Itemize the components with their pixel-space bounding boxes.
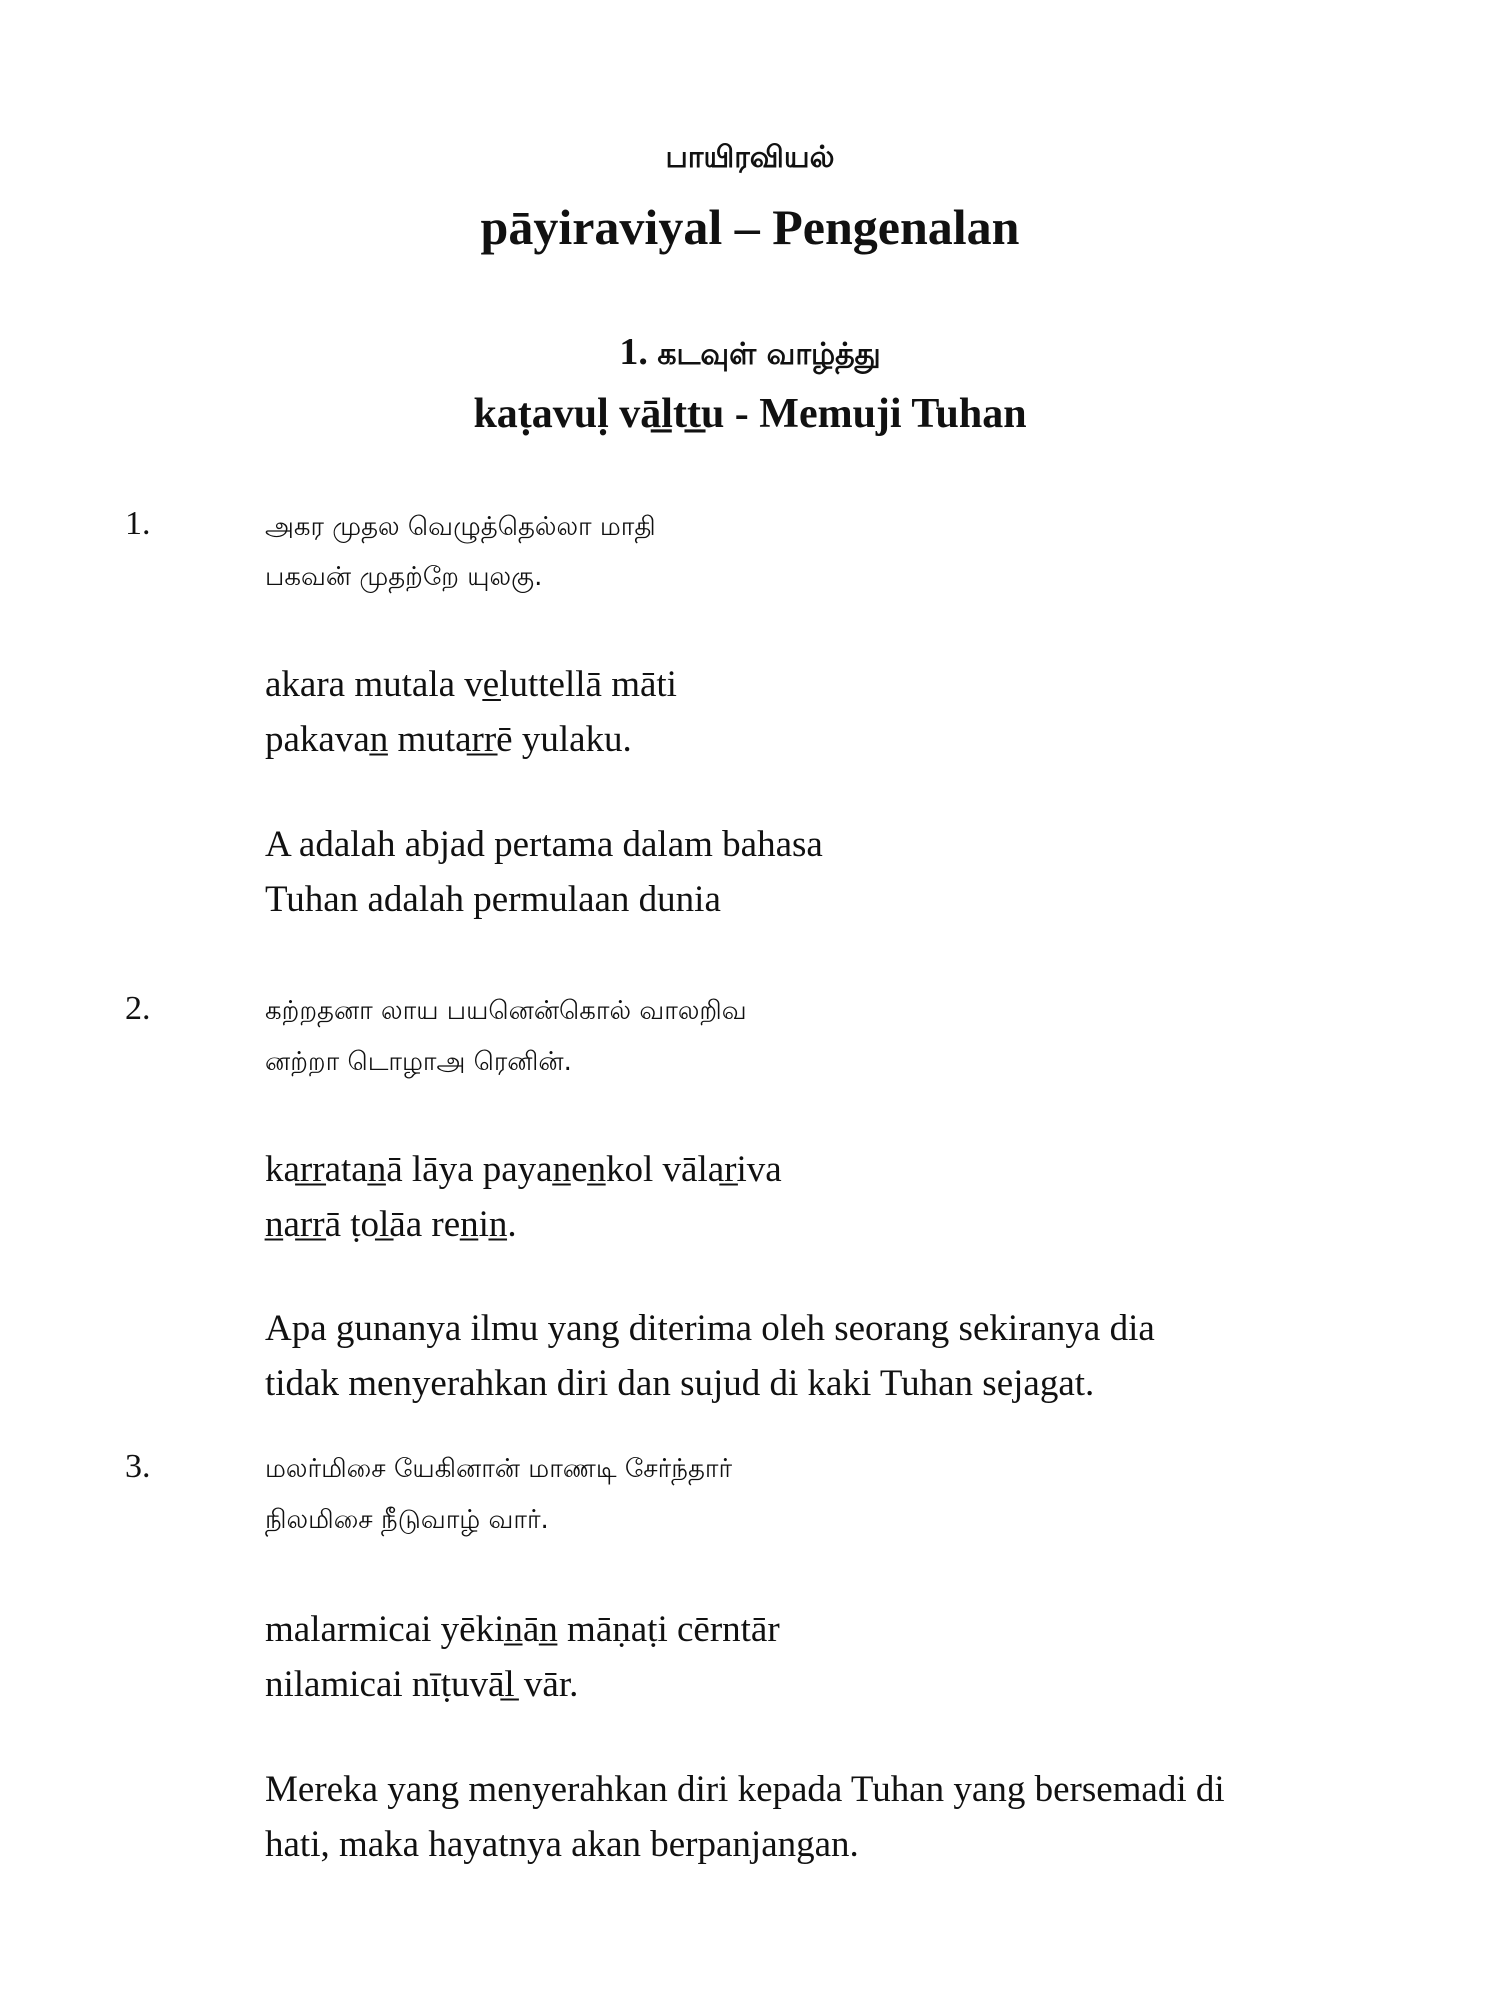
section-title-tamil: கடவுள் வாழ்த்து — [657, 337, 881, 372]
chapter-title: pāyiraviyal – Pengenalan — [480, 199, 1020, 255]
verse-tamil-line: மலர்மிசை யேகினான் மாணடி சேர்ந்தார் — [265, 1454, 733, 1484]
verse-translation-line: Tuhan adalah permulaan dunia — [265, 879, 721, 920]
verse-transliteration-line: pakavan̲ mutar̲r̲ē yulaku. — [265, 719, 632, 760]
verse-tamil-line: கற்றதனா லாய பயனென்கொல் வாலறிவ — [265, 996, 747, 1026]
verse-translation-line: hati, maka hayatnya akan berpanjangan. — [265, 1824, 859, 1865]
verse-transliteration-line: n̲ar̲r̲ā ṭol̲āa ren̲in̲. — [265, 1204, 517, 1245]
verse-translation-line: Mereka yang menyerahkan diri kepada Tuhan yang bersemadi di — [265, 1769, 1225, 1810]
verse-number: 2. — [125, 990, 151, 1027]
verse-translation-line: A adalah abjad pertama dalam bahasa — [265, 824, 823, 865]
section-title: kaṭavuḷ vā̲ltt̲u - Memuji Tuhan — [473, 391, 1027, 437]
verse-transliteration-line: nilamicai nīṭuvāl̲ vār. — [265, 1664, 579, 1705]
section-title-tamil-row — [0, 330, 1500, 376]
verse-tamil-line: நிலமிசை நீடுவாழ் வார். — [265, 1505, 549, 1535]
verse-transliteration-line: kar̲r̲atan̲ā lāya payan̲en̲kol vālar̲iva — [265, 1149, 782, 1190]
verse-tamil-line: னற்றா டொழாஅ ரெனின். — [265, 1047, 572, 1077]
verse-number: 1. — [125, 505, 151, 542]
verse-tamil-line: அகர முதல வெழுத்தெல்லா மாதி — [265, 512, 656, 542]
verse-translation-line: Apa gunanya ilmu yang diterima oleh seorang sekiranya dia — [265, 1308, 1155, 1349]
verse-transliteration-line: malarmicai yēkin̲ān̲ māṇaṭi cērntār — [265, 1609, 780, 1650]
verse-transliteration-line: akara mutala ve̲luttellā māti — [265, 664, 677, 705]
verse-tamil-line: பகவன் முதற்றே யுலகு. — [265, 562, 543, 592]
verse-number: 3. — [125, 1448, 151, 1485]
chapter-title-tamil: பாயிரவியல் — [665, 140, 835, 175]
section-number: 1. — [619, 331, 648, 373]
verse-translation-line: tidak menyerahkan diri dan sujud di kaki Tuhan sejagat. — [265, 1363, 1095, 1404]
